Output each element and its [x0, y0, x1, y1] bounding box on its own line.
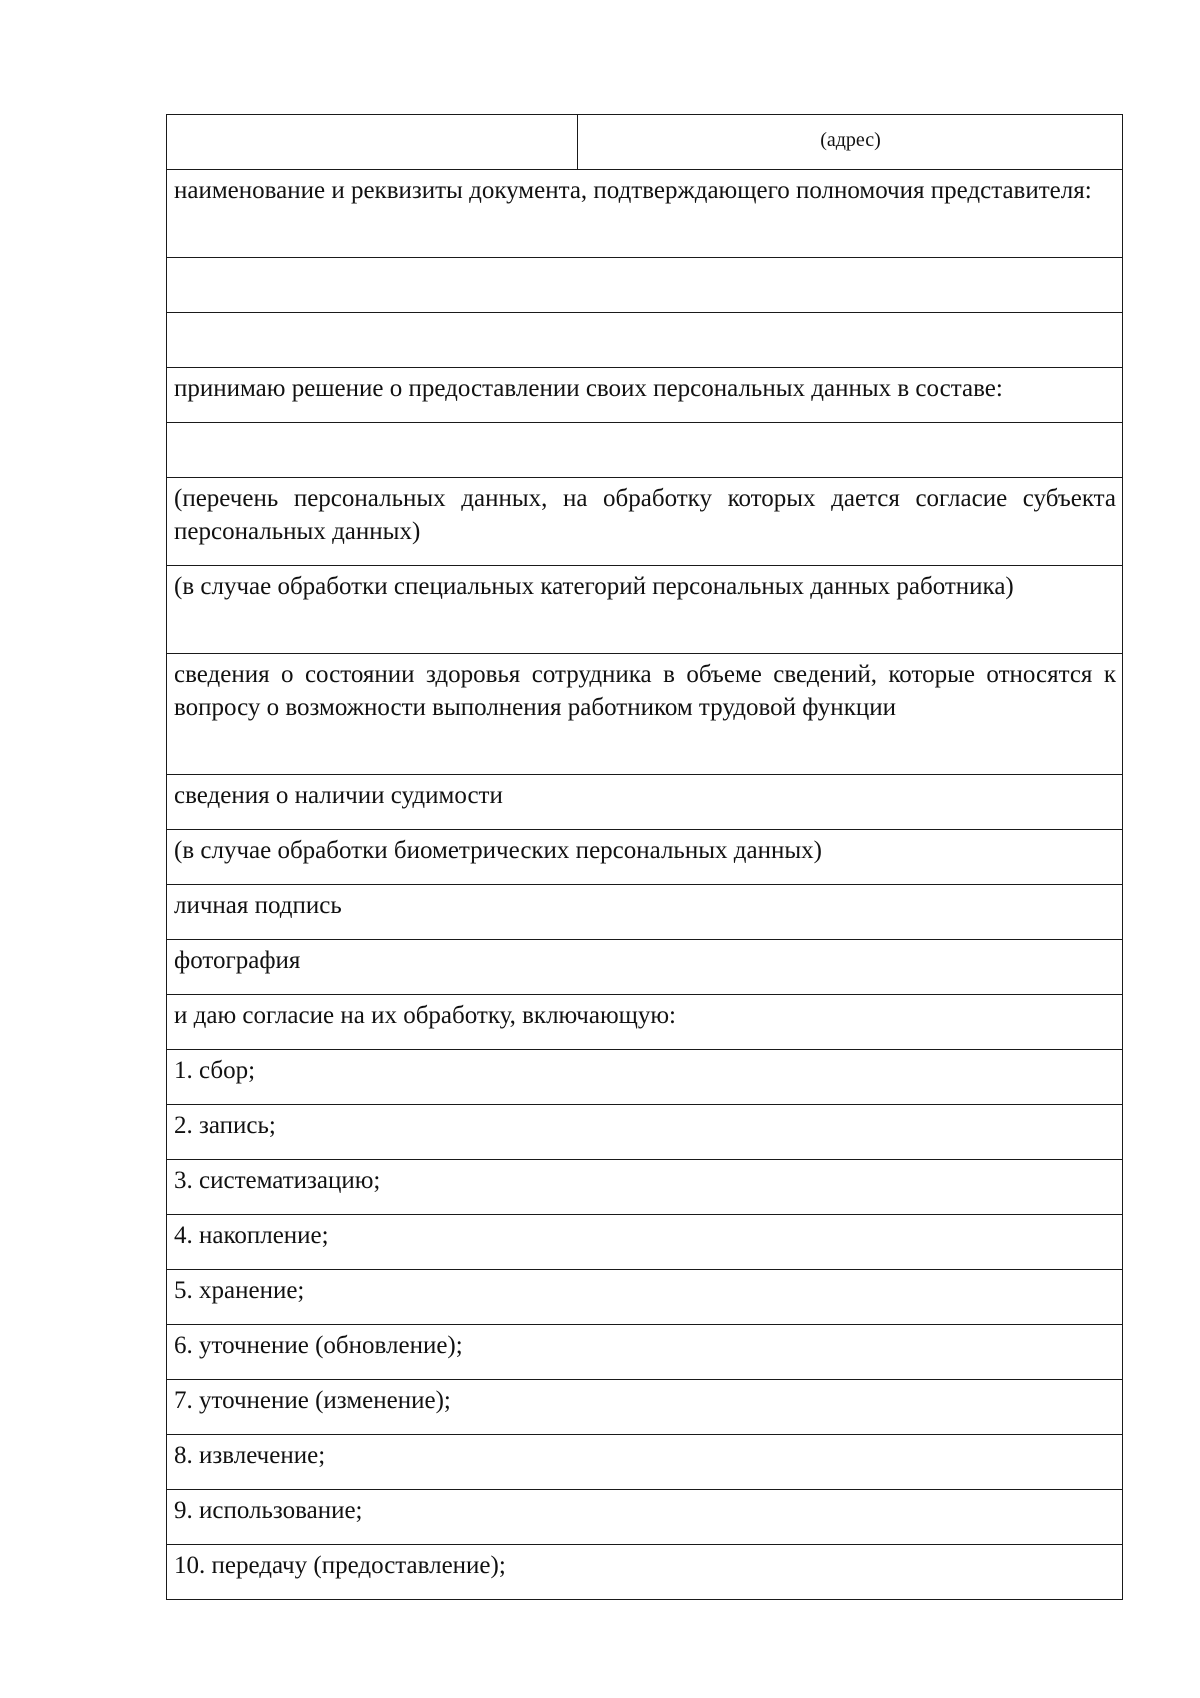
list-item	[167, 1270, 1123, 1325]
processing-item-1: 1. сбор;	[167, 1050, 1123, 1105]
list-item	[167, 1105, 1123, 1160]
criminal-record-text: сведения о наличии судимости	[167, 775, 1123, 830]
list-item	[167, 1215, 1123, 1270]
signature-text: личная подпись	[167, 885, 1123, 940]
signature-row	[167, 885, 1123, 940]
biometric-row	[167, 830, 1123, 885]
list-item	[167, 1435, 1123, 1490]
personal-data-list-note: (перечень персональных данных, на обработку которых дается согласие субъекта персональных данных)	[167, 478, 1123, 566]
address-label: (адрес)	[578, 115, 1123, 170]
representative-document-row	[167, 170, 1123, 258]
list-item	[167, 1160, 1123, 1215]
processing-item-10: 10. передачу (предоставление);	[167, 1545, 1123, 1600]
consent-text: и даю согласие на их обработку, включающую:	[167, 995, 1123, 1050]
blank-field-row	[167, 313, 1123, 368]
list-item	[167, 1545, 1123, 1600]
blank-field-row	[167, 258, 1123, 313]
biometric-note: (в случае обработки биометрических персональных данных)	[167, 830, 1123, 885]
blank-field-row	[167, 423, 1123, 478]
list-item	[167, 1325, 1123, 1380]
processing-item-7: 7. уточнение (изменение);	[167, 1380, 1123, 1435]
processing-item-3: 3. систематизацию;	[167, 1160, 1123, 1215]
processing-item-6: 6. уточнение (обновление);	[167, 1325, 1123, 1380]
criminal-record-row	[167, 775, 1123, 830]
address-value-cell[interactable]	[167, 115, 578, 170]
processing-item-9: 9. использование;	[167, 1490, 1123, 1545]
special-categories-note: (в случае обработки специальных категорий персональных данных работника)	[167, 566, 1123, 654]
blank-field-2[interactable]	[167, 313, 1123, 368]
decision-row	[167, 368, 1123, 423]
consent-form-table	[166, 114, 1123, 1600]
list-item	[167, 1380, 1123, 1435]
processing-item-2: 2. запись;	[167, 1105, 1123, 1160]
blank-field-3[interactable]	[167, 423, 1123, 478]
special-categories-row	[167, 566, 1123, 654]
processing-item-8: 8. извлечение;	[167, 1435, 1123, 1490]
photo-row	[167, 940, 1123, 995]
address-row	[167, 115, 1123, 170]
processing-item-5: 5. хранение;	[167, 1270, 1123, 1325]
processing-item-4: 4. накопление;	[167, 1215, 1123, 1270]
personal-data-list-row	[167, 478, 1123, 566]
consent-row	[167, 995, 1123, 1050]
list-item	[167, 1050, 1123, 1105]
blank-field-1[interactable]	[167, 258, 1123, 313]
representative-document-label: наименование и реквизиты документа, подтверждающего полномочия представителя:	[167, 170, 1123, 258]
list-item	[167, 1490, 1123, 1545]
decision-text: принимаю решение о предоставлении своих персональных данных в составе:	[167, 368, 1123, 423]
health-info-row	[167, 654, 1123, 775]
photo-text: фотография	[167, 940, 1123, 995]
health-info-text: сведения о состоянии здоровья сотрудника в объеме сведений, которые относятся к вопросу о возможности выполнения работником трудовой функции	[167, 654, 1123, 775]
